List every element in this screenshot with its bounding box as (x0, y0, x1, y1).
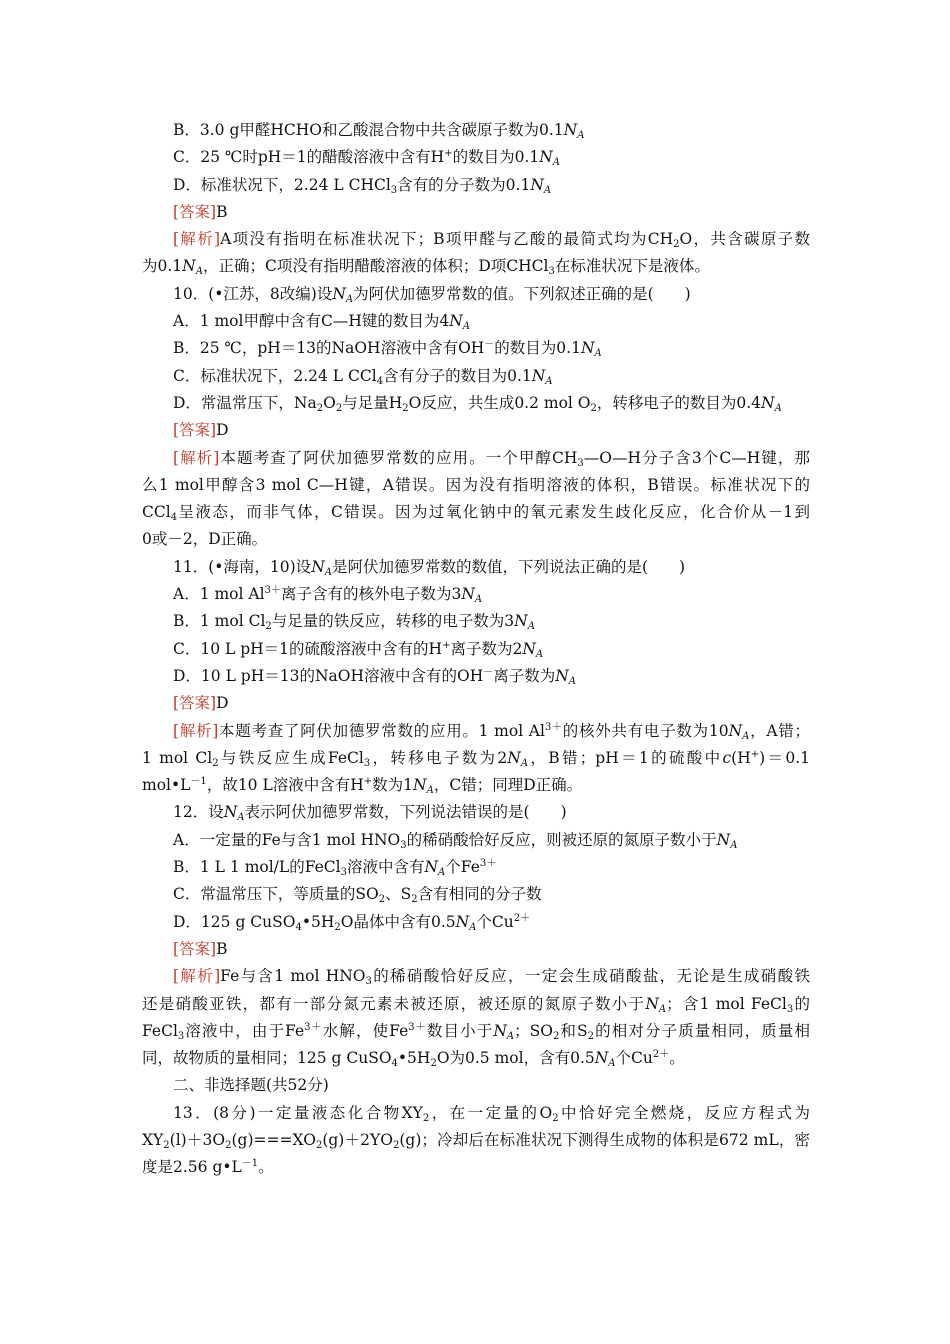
q11-answer: [答案]D (173, 694, 229, 713)
q9-analysis-line1: [解析]A项没有指明在标准状况下；B项甲醛与乙酸的最简式均为$CH_2O$，共含碳原子数 (173, 230, 810, 251)
analysis-tag: [解析] (173, 967, 221, 986)
analysis-tag: [解析] (173, 448, 220, 467)
q12-option-b: B．1 L 1 mol/L的FeCl$_3$溶液中含有$N_A$个$Fe^{3+}$ (173, 858, 497, 879)
q9-answer: [答案]B (173, 202, 228, 221)
answer-tag: [答案] (173, 202, 217, 221)
q12-analysis-line1: [解析]Fe与含1 mol $HNO_3$的稀硝酸恰好反应，一定会生成硝酸盐，无论是生成硝酸铁 (173, 967, 810, 988)
answer-tag: [答案] (173, 694, 217, 713)
q12-answer: [答案]B (173, 939, 228, 958)
q12-analysis-line3: FeCl$_3$溶液中，由于$Fe^{3+}$水解，使$Fe^{3+}$数目小于$N_A$；$SO_2$和$S_2$的相对分子质量相同，质量相 (142, 1021, 810, 1042)
q12-stem: 12．设$N_A$表示阿伏加德罗常数，下列说法错误的是( ) (173, 803, 567, 824)
section-heading: 二、非选择题(共52分) (173, 1076, 329, 1095)
q10-stem: 10．(•江苏，8改编)设$N_A$为阿伏加德罗常数的值。下列叙述正确的是( ) (173, 284, 691, 305)
q10-option-a: A．1 mol甲醇中含有C—H键的数目为$4N_A$ (173, 312, 471, 333)
q12-analysis-line4: 同，故物质的量相同；125 g $CuSO_4•5H_2O$为0.5 mol，含有$0.5N_A$个$Cu^{2+}$。 (142, 1049, 685, 1070)
analysis-tag: [解析] (173, 721, 219, 740)
document-body (142, 117, 810, 1182)
q12-analysis-line2: 还是硝酸亚铁，都有一部分氮元素未被还原，被还原的氮原子数小于$N_A$；含1 mol FeCl$_3$的 (142, 994, 810, 1015)
answer-tag: [答案] (173, 421, 217, 440)
analysis-tag: [解析] (173, 230, 221, 249)
q11-option-d: D．10 L pH＝13的NaOH溶液中含有的OH－离子数为$N_A$ (173, 666, 577, 687)
q10-analysis-line1: [解析]本题考查了阿伏加德罗常数的应用。一个甲醇$CH_3—O—H$分子含3个C—H键，那 (173, 448, 810, 469)
q12-option-c: C．常温常压下，等质量的$SO_2$、$S_2$含有相同的分子数 (173, 885, 542, 906)
q9-analysis-line2: 为$0.1N_A$，正确；C项没有指明醋酸溶液的体积；D项CHCl$_3$在标准状况下是液体。 (142, 257, 710, 278)
q10-answer: [答案]D (173, 421, 229, 440)
q11-stem: 11．(•海南，10)设$N_A$是阿伏加德罗常数的数值，下列说法正确的是( ) (173, 557, 686, 578)
q12-option-d: D．125 g $CuSO_4•5H_2O$晶体中含有$0.5N_A$个$Cu^{2+}$ (173, 912, 531, 933)
q11-option-b: B．1 mol $Cl_2$与足量的铁反应，转移的电子数为$3N_A$ (173, 612, 535, 633)
q12-option-a: A．一定量的Fe与含1 mol $HNO_3$的稀硝酸恰好反应，则被还原的氮原子数小于$N_A$ (173, 830, 738, 851)
q9-option-b: B．3.0 g甲醛HCHO和乙酸混合物中共含碳原子数为$0.1N_A$ (173, 121, 585, 141)
q11-analysis-line1: [解析]本题考查了阿伏加德罗常数的应用。1 mol $Al^{3+}$的核外共有电子数为$10N_A$，A错； (173, 721, 810, 742)
q11-analysis-line3: $mol•L^{-1}$，故10 L溶液中含有H+数为$1N_A$，C错；同理D正确。 (142, 776, 583, 797)
answer-tag: [答案] (173, 939, 217, 958)
q10-option-c: C．标准状况下，2.24 L CCl$_4$含有分子的数目为$0.1N_A$ (173, 366, 553, 387)
q13-line3: 度是2.56 $g•L^{-1}$。 (142, 1158, 274, 1177)
q11-analysis-line2: 1 mol $Cl_2$与铁反应生成FeCl$_3$，转移电子数为$2N_A$，B错；pH＝1的硫酸中c(H+)＝0.1 (142, 748, 810, 769)
q10-analysis-line3: CCl$_4$呈液态，而非气体，C错误。因为过氧化钠中的氧元素发生歧化反应，化合价从－1到 (142, 503, 810, 524)
q13-line1: 13．(8分)一定量液态化合物$XY_2$，在一定量的$O_2$中恰好完全燃烧，反应方程式为 (173, 1103, 810, 1124)
q10-option-b: B．25 ℃，pH＝13的NaOH溶液中含有OH－的数目为$0.1N_A$ (173, 339, 602, 360)
q10-option-d: D．常温常压下，$Na_2O_2$与足量$H_2O$反应，共生成0.2 mol $O_2$，转移电子的数目为$0.4N_A$ (173, 393, 782, 414)
q9-option-c: C．25 ℃时pH＝1的醋酸溶液中含有H+的数目为$0.1N_A$ (173, 148, 561, 169)
q10-analysis-line2: 么1 mol甲醇含3 mol C—H键，A错误。因为没有指明溶液的体积，B错误。标准状况下的 (142, 475, 810, 494)
q11-option-a: A．1 mol $Al^{3+}$离子含有的核外电子数为$3N_A$ (173, 585, 483, 606)
q9-option-d: D．标准状况下，2.24 L CHCl$_3$含有的分子数为$0.1N_A$ (173, 175, 552, 196)
q13-line2: $XY_2(l)+3O_2(g)===XO_2(g)+2YO_2(g)$；冷却后在标准状况下测得生成物的体积是672 mL，密 (142, 1130, 810, 1151)
q10-analysis-line4: 0或－2，D正确。 (142, 530, 268, 549)
q11-option-c: C．10 L pH＝1的硫酸溶液中含有的H+离子数为$2N_A$ (173, 639, 544, 660)
